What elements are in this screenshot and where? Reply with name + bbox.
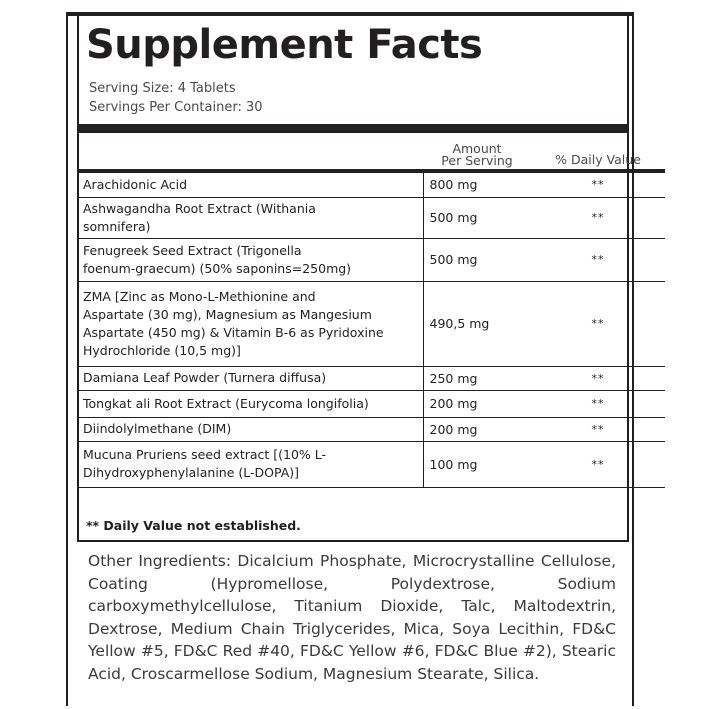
other-ingredients: Other Ingredients: Dicalcium Phosphate, Microcrystalline Cellulose, Coating (Hypromellose, Polydextrose, Sodium carboxymethylcellulose, Titanium Dioxide, Talc, Maltodextrin, Dextrose, Medium Chain Triglycerides, Mica, Soya Lecithin, FD&C Yellow #5, FD&C Red #40, FD&C Yellow #6, FD&C Blue #2), Stearic Acid, Croscarmellose Sodium, Magnesium Stearate, Silica. <box>88 552 616 683</box>
ingredient-name <box>77 171 423 197</box>
header-amount-line2: Per Serving <box>441 153 513 168</box>
servings-per-container: Servings Per Container: 30 <box>89 100 263 115</box>
table-body <box>77 171 665 487</box>
thick-divider <box>77 124 629 133</box>
ingredient-name <box>77 197 423 238</box>
header-amount <box>423 133 531 171</box>
ingredient-amount: 200 mg <box>423 390 531 417</box>
ingredient-amount: 800 mg <box>423 171 531 197</box>
panel-title: Supplement Facts <box>86 22 483 68</box>
ingredient-daily-value: ** <box>531 366 665 390</box>
table-row <box>77 197 665 238</box>
nutrient-table <box>77 133 665 488</box>
header-daily-value: % Daily Value <box>531 133 665 171</box>
ingredient-name <box>77 390 423 417</box>
ingredient-name-line: Aspartate (450 mg) & Vitamin B-6 as Pyridoxine <box>83 324 384 340</box>
ingredient-name-line: Mucuna Pruriens seed extract [(10% L- <box>83 447 327 462</box>
ingredient-name-line: Dihydroxyphenylalanine (L-DOPA)] <box>83 465 300 480</box>
ingredient-amount: 100 mg <box>423 441 531 487</box>
ingredient-name-line: somnifera) <box>83 218 151 234</box>
ingredient-daily-value: ** <box>531 171 665 197</box>
table-header-row <box>77 133 665 171</box>
ingredient-name-line: Diindolylmethane (DIM) <box>83 421 232 436</box>
ingredient-daily-value: ** <box>531 417 665 441</box>
table-row <box>77 441 665 487</box>
ingredient-name <box>77 441 423 487</box>
ingredient-name <box>77 281 423 366</box>
serving-size: Serving Size: 4 Tablets <box>89 81 236 96</box>
ingredient-amount: 500 mg <box>423 197 531 238</box>
ingredient-daily-value: ** <box>531 441 665 487</box>
ingredient-amount: 490,5 mg <box>423 281 531 366</box>
ingredient-amount: 250 mg <box>423 366 531 390</box>
ingredient-name-line: Ashwagandha Root Extract (Withania <box>83 200 316 216</box>
ingredient-amount: 200 mg <box>423 417 531 441</box>
ingredient-name-line: ZMA [Zinc as Mono-L-Methionine and <box>83 288 316 304</box>
ingredient-daily-value: ** <box>531 238 665 281</box>
ingredient-daily-value: ** <box>531 197 665 238</box>
table-row <box>77 171 665 197</box>
table-row <box>77 390 665 417</box>
ingredient-name-line: Damiana Leaf Powder (Turnera diffusa) <box>83 370 327 385</box>
ingredient-daily-value: ** <box>531 281 665 366</box>
ingredient-name-line: Aspartate (30 mg), Magnesium as Mangesium <box>83 306 372 322</box>
ingredient-name-line: Arachidonic Acid <box>83 176 188 192</box>
ingredient-name-line: Tongkat ali Root Extract (Eurycoma longifolia) <box>83 395 369 411</box>
ingredient-name <box>77 238 423 281</box>
ingredient-daily-value: ** <box>531 390 665 417</box>
header-name-cell <box>77 133 423 171</box>
ingredient-name <box>77 417 423 441</box>
table-row <box>77 281 665 366</box>
ingredient-name-line: foenum-graecum) (50% saponins=250mg) <box>83 260 352 276</box>
header-amount-line1: Amount <box>452 141 502 156</box>
footnote: ** Daily Value not established. <box>86 518 301 533</box>
ingredient-amount: 500 mg <box>423 238 531 281</box>
table-row <box>77 417 665 441</box>
table-row <box>77 238 665 281</box>
ingredient-name <box>77 366 423 390</box>
table-row <box>77 366 665 390</box>
ingredient-name-line: Fenugreek Seed Extract (Trigonella <box>83 242 302 258</box>
ingredient-name-line: Hydrochloride (10,5 mg)] <box>83 342 241 358</box>
